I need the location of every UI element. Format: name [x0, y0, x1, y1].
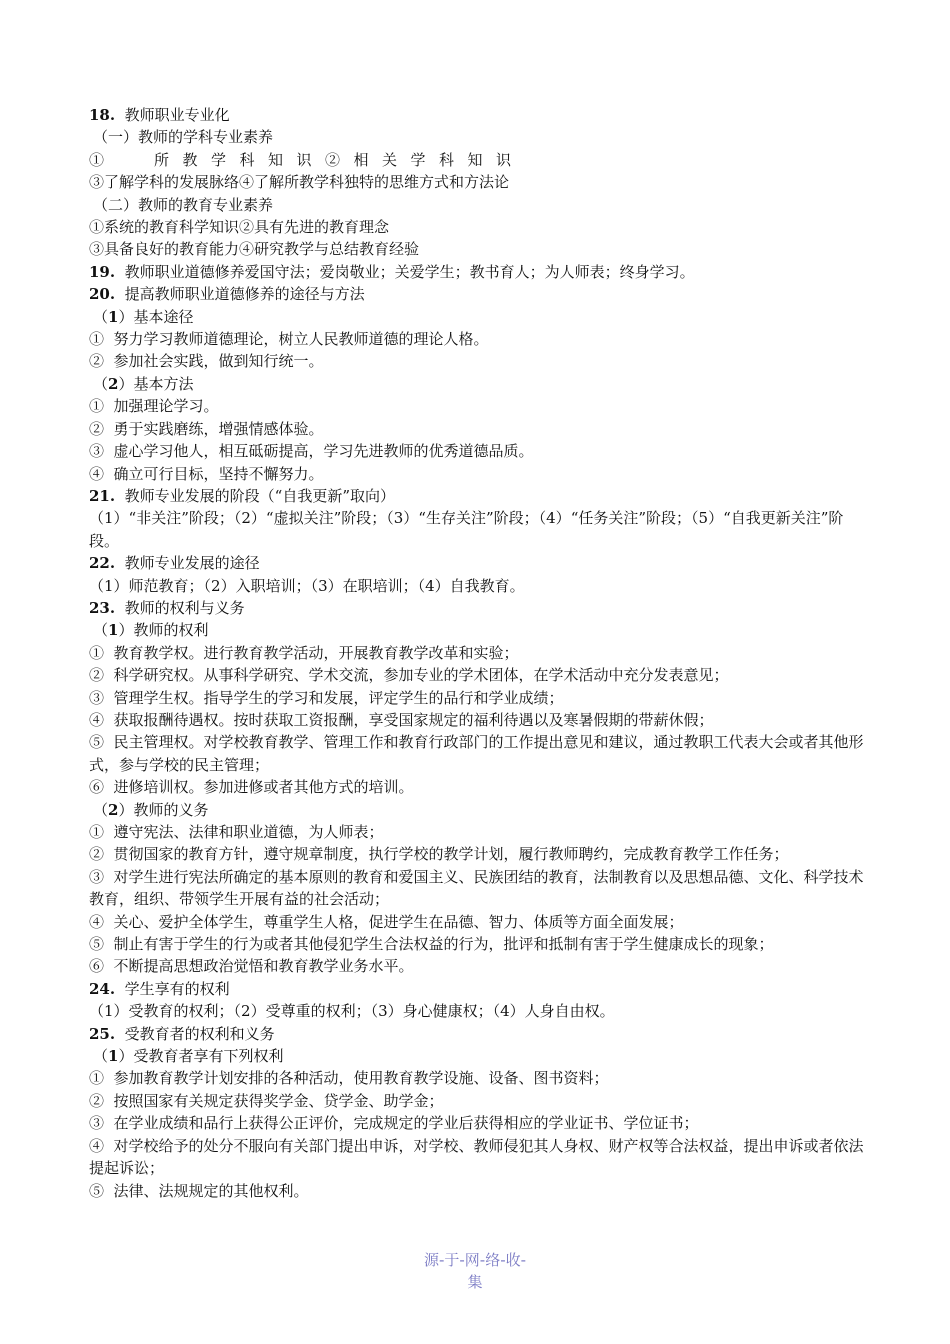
paragraph-line: ② 参加社会实践，做到知行统一。	[89, 352, 324, 371]
paragraph-line: ② 按照国家有关规定获得奖学金、贷学金、助学金；	[89, 1091, 444, 1110]
paragraph-line: ③ 在学业成绩和品行上获得公正评价，完成规定的学业后获得相应的学业证书、学位证书；	[89, 1114, 699, 1133]
section-title: 学生享有的权利	[124, 979, 230, 998]
section-title: 教师专业发展的途径	[124, 554, 260, 573]
section-number: 19.	[89, 262, 116, 281]
page-footer	[380, 1249, 570, 1293]
subsection-heading: （2）基本方法	[93, 374, 194, 393]
section-number: 18.	[89, 106, 116, 124]
section-heading	[89, 552, 864, 574]
section-heading	[89, 597, 864, 619]
paragraph-line: ③ 管理学生权。指导学生的学习和发展，评定学生的品行和学业成绩；	[89, 688, 564, 707]
subsection-heading: （二）教师的教育专业素养	[93, 195, 274, 214]
section-heading	[89, 104, 864, 126]
section-heading	[89, 261, 864, 283]
section-heading	[89, 978, 864, 1000]
paragraph-line: ③ 虚心学习他人，相互砥砺提高，学习先进教师的优秀道德品质。	[89, 442, 534, 461]
paragraph-line: ④ 对学校给予的处分不服向有关部门提出申诉，对学校、教师侵犯其人身权、财产权等合法权益，提出申诉或者依法提起诉讼；	[89, 1136, 864, 1178]
paragraph-line: ③了解学科的发展脉络④了解所教学科独特的思维方式和方法论	[89, 173, 510, 192]
subsection-heading: （2）教师的义务	[93, 800, 209, 819]
section-title: 提高教师职业道德修养的途径与方法	[124, 285, 365, 304]
paragraph-line: ③具备良好的教育能力④研究教学与总结教育经验	[89, 240, 420, 259]
subsection-number: 1	[108, 1047, 119, 1066]
paragraph-line: ④ 关心、爱护全体学生，尊重学生人格，促进学生在品德、智力、体质等方面全面发展；	[89, 912, 684, 931]
paragraph-line: ⑤ 民主管理权。对学校教育教学、管理工作和教育行政部门的工作提出意见和建议，通过教职工代表大会或者其他形式，参与学校的民主管理；	[89, 733, 864, 774]
subsection-heading: （一）教师的学科专业素养	[93, 128, 274, 147]
section-number: 21.	[89, 486, 116, 505]
paragraph-line: ② 科学研究权。从事科学研究、学术交流，参加专业的学术团体，在学术活动中充分发表意见；	[89, 666, 729, 685]
subsection-title: 教师的义务	[133, 800, 209, 819]
paragraph-line: （1）“非关注”阶段；（2）“虚拟关注”阶段；（3）“生存关注”阶段；（4）“任务关注”阶段；（5）“自我更新关注”阶段。	[89, 509, 844, 550]
paragraph-line: ①系统的教育科学知识②具有先进的教育理念	[89, 218, 390, 237]
paragraph-line: （1）受教育的权利；（2）受尊重的权利；（3）身心健康权；（4）人身自由权。	[89, 1002, 615, 1021]
paragraph-line: ① 教育教学权。进行教育教学活动，开展教育教学改革和实验；	[89, 643, 519, 662]
subsection-title: 受教育者享有下列权利	[133, 1047, 284, 1066]
paragraph-line: ① 所教学科知识②相关学科知识	[89, 150, 511, 169]
paragraph-line: ④ 确立可行目标，坚持不懈努力。	[89, 464, 324, 483]
section-title: 教师职业道德修养爱国守法；爱岗敬业；关爱学生；教书育人；为人师表；终身学习。	[124, 262, 695, 281]
footer-line-2: 集	[467, 1273, 483, 1291]
section-number: 20.	[89, 285, 116, 304]
paragraph-line: ② 贯彻国家的教育方针，遵守规章制度，执行学校的教学计划，履行教师聘约，完成教育教学工作任务；	[89, 845, 789, 864]
subsection-number: 1	[108, 307, 119, 326]
paragraph-line: ⑤ 法律、法规规定的其他权利。	[89, 1181, 309, 1200]
paragraph-line: ② 勇于实践磨练，增强情感体验。	[89, 419, 324, 438]
subsection-heading: （1）教师的权利	[93, 621, 209, 640]
subsection-title: 基本途径	[133, 307, 194, 326]
subsection-number: 2	[108, 374, 119, 393]
section-heading	[89, 283, 864, 305]
paragraph-line: ⑤ 制止有害于学生的行为或者其他侵犯学生合法权益的行为，批评和抵制有害于学生健康成长的现象；	[89, 935, 774, 954]
section-title: 教师专业发展的阶段（“自我更新”取向）	[124, 486, 395, 505]
section-title: 受教育者的权利和义务	[124, 1024, 275, 1043]
paragraph-line: ⑥ 进修培训权。参加进修或者其他方式的培训。	[89, 778, 414, 797]
section-number: 25.	[89, 1024, 116, 1043]
subsection-heading: （1）基本途径	[93, 307, 194, 326]
paragraph-line: ① 努力学习教师道德理论，树立人民教师道德的理论人格。	[89, 330, 489, 349]
footer-line-1: 源-于-网-络-收-	[423, 1251, 527, 1269]
subsection-title: 教师的权利	[133, 621, 209, 640]
paragraph-line: ① 遵守宪法、法律和职业道德，为人师表；	[89, 823, 384, 841]
paragraph-line: ① 加强理论学习。	[89, 397, 219, 416]
section-number: 24.	[89, 979, 116, 998]
section-heading	[89, 1023, 864, 1045]
paragraph-line: ④ 获取报酬待遇权。按时获取工资报酬，享受国家规定的福利待遇以及寒暑假期的带薪休假；	[89, 710, 714, 729]
section-heading	[89, 485, 864, 507]
section-number: 23.	[89, 598, 116, 617]
subsection-title: 基本方法	[133, 374, 194, 393]
paragraph-line: （1）师范教育；（2）入职培训；（3）在职培训；（4）自我教育。	[89, 576, 525, 595]
document-body	[89, 104, 864, 1202]
subsection-number: 2	[108, 800, 119, 819]
section-title: 教师职业专业化	[124, 106, 230, 124]
paragraph-line: ⑥ 不断提高思想政治觉悟和教育教学业务水平。	[89, 957, 414, 976]
subsection-number: 1	[108, 621, 119, 640]
paragraph-line: ① 参加教育教学计划安排的各种活动，使用教育教学设施、设备、图书资料；	[89, 1069, 609, 1088]
section-number: 22.	[89, 554, 116, 573]
section-title: 教师的权利与义务	[124, 598, 245, 617]
paragraph-line: ③ 对学生进行宪法所确定的基本原则的教育和爱国主义、民族团结的教育，法制教育以及思想品德、文化、科学技术教育，组织、带领学生开展有益的社会活动；	[89, 867, 864, 909]
subsection-heading: （1）受教育者享有下列权利	[93, 1047, 284, 1066]
